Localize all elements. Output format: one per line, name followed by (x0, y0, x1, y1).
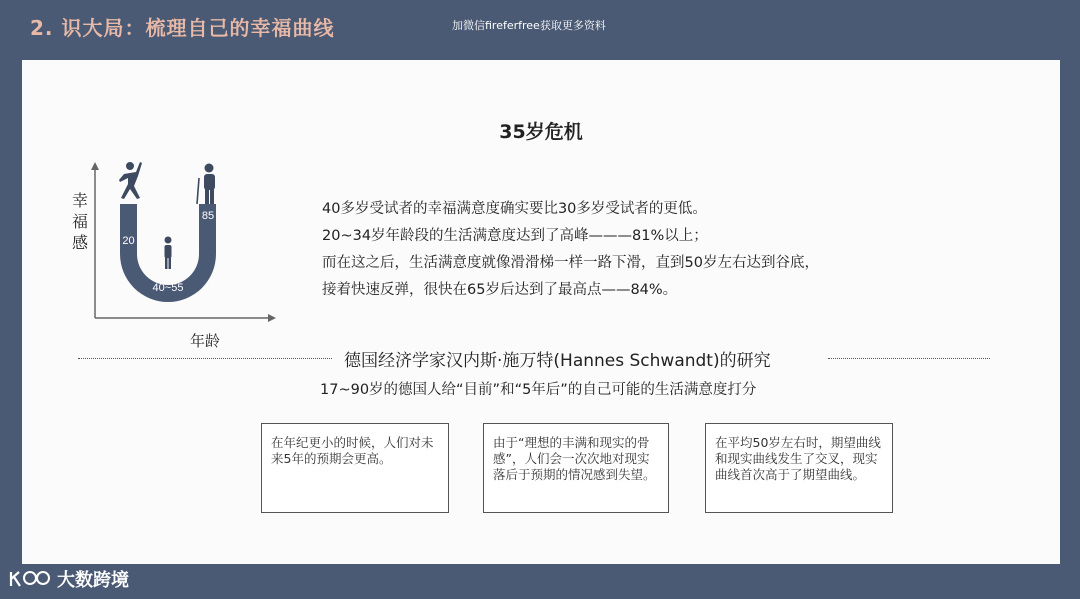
x-axis-label: 年龄 (190, 332, 221, 350)
brand-name: 大数跨境 (57, 570, 129, 591)
content-card (22, 60, 1060, 564)
section-heading: 35岁危机 (499, 121, 583, 143)
elderly-person-icon (197, 164, 215, 205)
insight-box: 由于“理想的丰满和现实的骨感”，人们会一次次地对现实落后于预期的情况感到失望。 (483, 423, 669, 513)
watermark-text: 加微信fireferfree获取更多资料 (452, 19, 606, 32)
finding-line: 而在这之后，生活满意度就像滑滑梯一样一路下滑，直到50岁左右达到谷底， (322, 255, 819, 271)
divider-left (78, 358, 332, 359)
insight-box: 在年纪更小的时候，人们对未来5年的预期会更高。 (261, 423, 449, 513)
happiness-u-illustration (62, 156, 282, 331)
u-bottom-label: 40~55 (152, 282, 184, 294)
divider-right (828, 358, 990, 359)
finding-line: 20~34岁年龄段的生活满意度达到了高峰———81%以上； (322, 228, 708, 244)
y-axis-label: 幸福感 (71, 191, 88, 252)
u-right-label: 85 (201, 210, 215, 222)
findings-paragraphs (322, 196, 819, 304)
jumping-person-icon (119, 162, 142, 199)
u-left-label: 20 (122, 235, 135, 247)
brand-mark-icon (8, 568, 52, 590)
study-subtitle: 17~90岁的德国人给“目前”和“5年后”的自己可能的生活满意度打分 (320, 382, 757, 398)
standing-person-icon (165, 237, 172, 270)
finding-line: 接着快速反弹，很快在65岁后达到了最高点——84%。 (322, 282, 678, 298)
finding-line: 40多岁受试者的幸福满意度确实要比30多岁受试者的更低。 (322, 201, 707, 217)
brand-logo (8, 566, 129, 592)
page-title: 2. 识大局：梳理自己的幸福曲线 (30, 16, 335, 40)
insight-box: 在平均50岁左右时，期望曲线和现实曲线发生了交叉，现实曲线首次高于了期望曲线。 (705, 423, 893, 513)
study-title-row (22, 342, 1060, 372)
study-title: 德国经济学家汉内斯·施万特(Hannes Schwandt)的研究 (344, 351, 771, 371)
